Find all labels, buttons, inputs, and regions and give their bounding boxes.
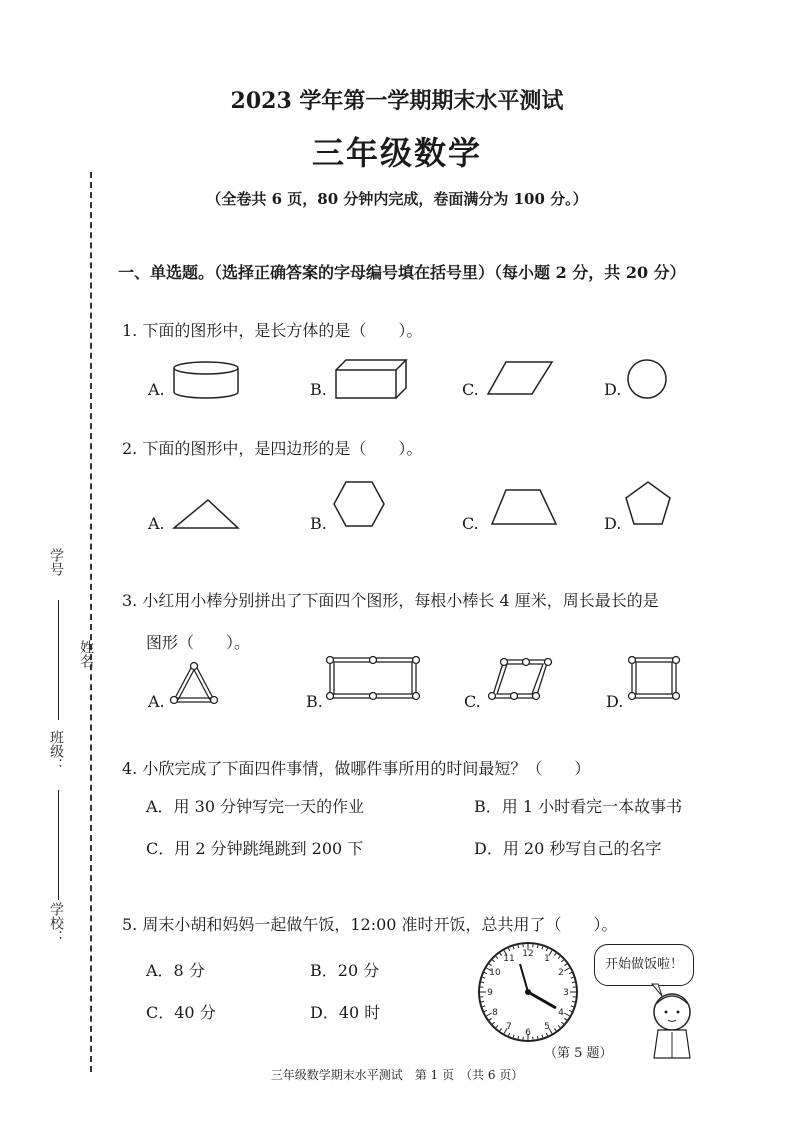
question-5-stem: 5. 周末小胡和妈妈一起做午饭，12:00 准时开饭，总共用了（ ）。 bbox=[122, 915, 618, 934]
question-2-stem: 2. 下面的图形中，是四边形的是（ ）。 bbox=[122, 439, 423, 458]
q2-option-d[interactable]: D. bbox=[604, 514, 622, 533]
svg-text:3: 3 bbox=[563, 988, 569, 998]
class-label: 班级： bbox=[48, 730, 64, 772]
clock-tick bbox=[518, 1036, 519, 1039]
clock-icon bbox=[476, 940, 580, 1044]
name-label: 姓名 bbox=[78, 640, 94, 668]
q4-option-c[interactable]: C．用 2 分钟跳绳跳到 200 下 bbox=[146, 839, 364, 858]
q1-option-c[interactable]: C. bbox=[462, 380, 479, 399]
class-blank[interactable] bbox=[58, 600, 59, 720]
svg-text:12: 12 bbox=[522, 949, 534, 959]
q5-option-b[interactable]: B．20 分 bbox=[310, 961, 380, 980]
subject-title: 三年级数学 bbox=[311, 134, 482, 172]
q5-option-c[interactable]: C．40 分 bbox=[146, 1003, 216, 1022]
question-3-stem: 3. 小红用小棒分别拼出了下面四个图形，每根小棒长 4 厘米，周长最长的是 bbox=[122, 591, 659, 610]
q5-option-a[interactable]: A．8 分 bbox=[146, 961, 205, 980]
clock-tick bbox=[572, 1001, 575, 1002]
exam-title: 2023 学年第一学期期末水平测试 bbox=[230, 88, 564, 114]
svg-text:2: 2 bbox=[558, 968, 564, 978]
clock-tick bbox=[572, 982, 575, 983]
stick-rectangle-icon bbox=[324, 654, 424, 706]
hexagon-icon bbox=[332, 480, 386, 528]
q2-option-a[interactable]: A. bbox=[148, 514, 165, 533]
svg-text:7: 7 bbox=[506, 1022, 512, 1032]
stick-triangle-icon bbox=[168, 660, 222, 706]
q3-option-c[interactable]: C. bbox=[464, 692, 481, 711]
cylinder-icon bbox=[172, 360, 242, 400]
page-footer: 三年级数学期末水平测试 第 1 页 （共 6 页） bbox=[270, 1068, 524, 1082]
clock-tick bbox=[518, 945, 519, 948]
svg-text:4: 4 bbox=[558, 1008, 564, 1018]
q1-option-a[interactable]: A. bbox=[148, 380, 165, 399]
school-label: 学校： bbox=[48, 902, 64, 944]
q3-option-a[interactable]: A. bbox=[148, 692, 165, 711]
binding-line bbox=[90, 172, 92, 1072]
parallelogram-icon bbox=[486, 360, 556, 396]
svg-text:11: 11 bbox=[503, 954, 515, 964]
q2-option-c[interactable]: C. bbox=[462, 514, 479, 533]
svg-text:1: 1 bbox=[544, 954, 550, 964]
child-figure-icon bbox=[644, 982, 698, 1062]
section-heading: 一、单选题。（选择正确答案的字母编号填在括号里）（每小题 2 分，共 20 分） bbox=[118, 263, 686, 282]
stick-parallelogram-icon bbox=[486, 656, 556, 706]
q4-option-a[interactable]: A．用 30 分钟写完一天的作业 bbox=[146, 797, 365, 816]
q4-option-d[interactable]: D．用 20 秒写自己的名字 bbox=[474, 839, 662, 858]
clock-tick bbox=[537, 945, 538, 948]
q2-option-b[interactable]: B. bbox=[310, 514, 327, 533]
svg-text:10: 10 bbox=[489, 968, 501, 978]
clock-tick bbox=[481, 1001, 484, 1002]
clock-tick bbox=[537, 1036, 538, 1039]
question-1-stem: 1. 下面的图形中，是长方体的是（ ）。 bbox=[122, 321, 423, 340]
clock-tick bbox=[481, 982, 484, 983]
speech-bubble: 开始做饭啦！ bbox=[594, 944, 694, 986]
svg-text:9: 9 bbox=[487, 988, 493, 998]
q3-option-b[interactable]: B. bbox=[306, 692, 323, 711]
stick-square-icon bbox=[626, 654, 682, 706]
school-blank[interactable] bbox=[58, 790, 59, 900]
q3-option-d[interactable]: D. bbox=[606, 692, 624, 711]
q1-option-d[interactable]: D. bbox=[604, 380, 622, 399]
number-label: 学号 bbox=[48, 548, 64, 576]
question-3-stem-cont: 图形（ ）。 bbox=[146, 633, 251, 652]
circle-icon bbox=[626, 358, 670, 402]
pentagon-icon bbox=[624, 480, 674, 528]
svg-text:5: 5 bbox=[544, 1022, 550, 1032]
exam-note: （全卷共 6 页，80 分钟内完成，卷面满分为 100 分。） bbox=[206, 190, 588, 208]
svg-text:6: 6 bbox=[525, 1028, 531, 1038]
cuboid-icon bbox=[334, 358, 410, 400]
figure-caption: （第 5 题） bbox=[544, 1046, 613, 1061]
q4-option-b[interactable]: B．用 1 小时看完一本故事书 bbox=[474, 797, 683, 816]
triangle-icon bbox=[172, 498, 242, 530]
question-4-stem: 4. 小欣完成了下面四件事情，做哪件事所用的时间最短？（ ） bbox=[122, 759, 591, 778]
trapezoid-icon bbox=[490, 488, 560, 528]
q5-option-d[interactable]: D．40 时 bbox=[310, 1003, 381, 1022]
q1-option-b[interactable]: B. bbox=[310, 380, 327, 399]
svg-text:8: 8 bbox=[492, 1008, 498, 1018]
